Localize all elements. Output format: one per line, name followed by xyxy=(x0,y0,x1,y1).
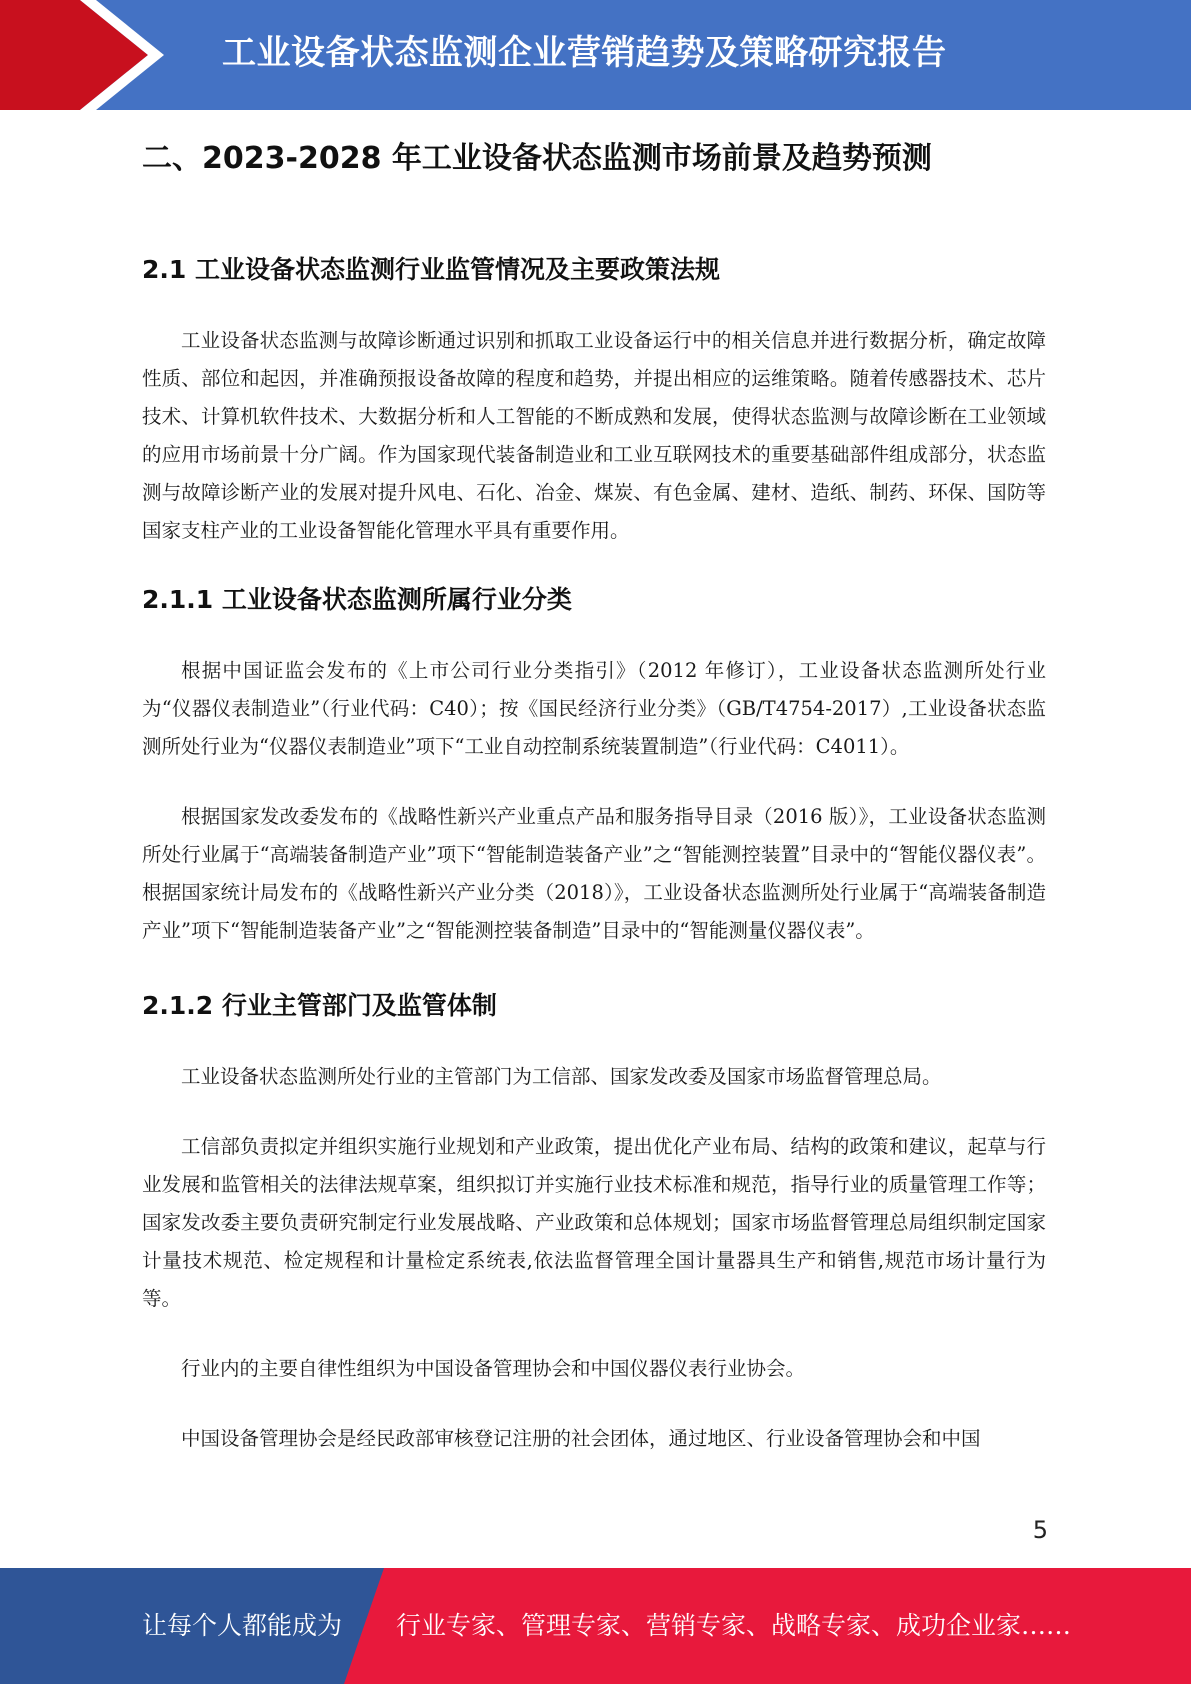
footer-slogan-right: 行业专家、管理专家、营销专家、战略专家、成功企业家…… xyxy=(396,1611,1072,1640)
footer-slogan-left: 让每个人都能成为 xyxy=(142,1611,343,1640)
paragraph: 中国设备管理协会是经民政部审核登记注册的社会团体，通过地区、行业设备管理协会和中国 xyxy=(181,1427,981,1450)
chapter-heading: 二、2023-2028 年工业设备状态监测市场前景及趋势预测 xyxy=(142,141,932,176)
header-arrow-red xyxy=(0,0,148,110)
paragraph: 根据国家发改委发布的《战略性新兴产业重点产品和服务指导目录（2016 版）》，工业设备状态监测所处行业属于“高端装备制造产业”项下“智能制造装备产业”之“智能测控装置”目录中的“智能仪器仪表”。根据国家统计局发布的《战略性新兴产业分类（2018）》，工业设备状态监测所处行业属于“高端装备制造产业”项下“智能制造装备产业”之“智能测控装备制造”目录中的“智能测量仪器仪表”。 xyxy=(142,805,1046,942)
header-banner xyxy=(0,0,1191,110)
report-title: 工业设备状态监测企业营销趋势及策略研究报告 xyxy=(222,33,947,73)
paragraph: 工业设备状态监测所处行业的主管部门为工信部、国家发改委及国家市场监督管理总局。 xyxy=(181,1065,942,1088)
paragraph: 行业内的主要自律性组织为中国设备管理协会和中国仪器仪表行业协会。 xyxy=(181,1357,806,1380)
page-number: 5 xyxy=(1032,1516,1048,1544)
paragraph: 工信部负责拟定并组织实施行业规划和产业政策，提出优化产业布局、结构的政策和建议，起草与行业发展和监管相关的法律法规草案，组织拟订并实施行业技术标准和规范，指导行业的质量管理工作等；国家发改委主要负责研究制定行业发展战略、产业政策和总体规划；国家市场监督管理总局组织制定国家计量技术规范、检定规程和计量检定系统表,依法监督管理全国计量器具生产和销售,规范市场计量行为等。 xyxy=(142,1135,1046,1310)
paragraph: 根据中国证监会发布的《上市公司行业分类指引》（2012 年修订），工业设备状态监测所处行业为“仪器仪表制造业”（行业代码：C40）；按《国民经济行业分类》（GB/T4754-2017）,工业设备状态监测所处行业为“仪器仪表制造业”项下“工业自动控制系统装置制造”（行业代码：C4011）。 xyxy=(142,659,1046,758)
section-heading-2-1: 2.1 工业设备状态监测行业监管情况及主要政策法规 xyxy=(142,255,720,284)
section-heading-2-1-1: 2.1.1 工业设备状态监测所属行业分类 xyxy=(142,585,572,614)
document-body xyxy=(142,138,1046,1490)
section-heading-2-1-2: 2.1.2 行业主管部门及监管体制 xyxy=(142,991,497,1020)
footer-banner xyxy=(0,1568,1191,1684)
paragraph: 工业设备状态监测与故障诊断通过识别和抓取工业设备运行中的相关信息并进行数据分析，确定故障性质、部位和起因，并准确预报设备故障的程度和趋势，并提出相应的运维策略。随着传感器技术、芯片技术、计算机软件技术、大数据分析和人工智能的不断成熟和发展，使得状态监测与故障诊断在工业领域的应用市场前景十分广阔。作为国家现代装备制造业和工业互联网技术的重要基础部件组成部分，状态监测与故障诊断产业的发展对提升风电、石化、冶金、煤炭、有色金属、建材、造纸、制药、环保、国防等国家支柱产业的工业设备智能化管理水平具有重要作用。 xyxy=(142,329,1046,542)
